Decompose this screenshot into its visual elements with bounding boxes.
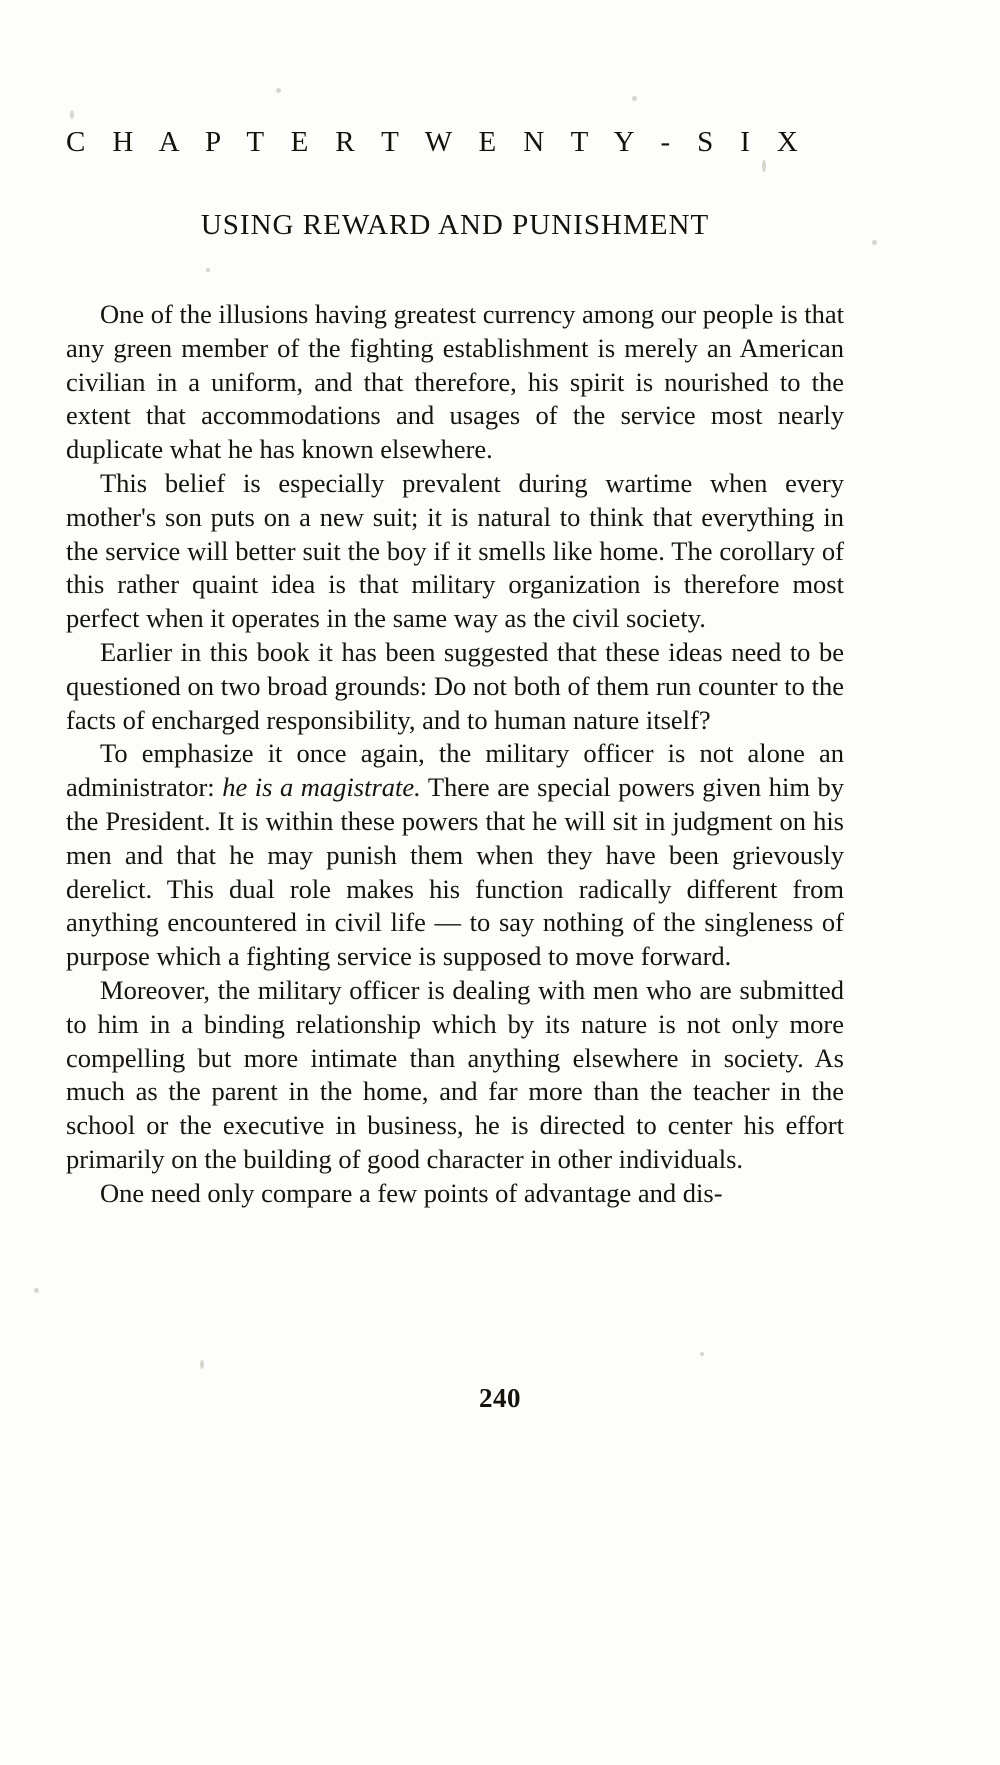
paragraph-text-after-italic: There are special powers given him by the President. It is within these powers that he will sit in judgment on his men and that he may punish them when they have been grievously derelict. This dual role makes his function radically different from anything encountered in civil life — to say nothing of the singleness of purpose which a fighting service is supposed to move forward.: [66, 772, 844, 972]
paragraph: [66, 737, 844, 974]
paragraph: One of the illusions having greatest currency among our people is that any green member of the fighting establishment is merely an American civilian in a uniform, and that therefore, his spirit is nourished to the extent that accommodations and usages of the service most nearly duplicate what he has known elsewhere.: [66, 299, 845, 465]
page-number: 240: [478, 1383, 522, 1413]
scan-speck: [200, 1360, 204, 1369]
paragraph-italic-phrase: he is a magistrate.: [222, 772, 421, 803]
paragraph-text-before-italic: To emphasize it once again, the military officer is not alone an administrator:: [66, 738, 844, 803]
chapter-label: C H A P T E R T W E N T Y - S I X: [66, 126, 808, 158]
paragraph: One need only compare a few points of advantage and dis-: [100, 1177, 723, 1208]
paragraph: Earlier in this book it has been suggested that these ideas need to be questioned on two broad grounds: Do not both of them run counter to the facts of encharged responsibility, and to human nature itself?: [66, 636, 844, 735]
body-text: [66, 298, 844, 1211]
chapter-title: USING REWARD AND PUNISHMENT: [200, 209, 710, 241]
paragraph: Moreover, the military officer is dealing with men who are submitted to him in a binding relationship which by its nature is not only more compelling but more intimate than anything elsewhere in society. As much as the parent in the home, and far more than the teacher in the school or the executive in business, he is directed to center his effort primarily on the building of good character in other individuals.: [66, 974, 844, 1174]
scan-speck: [872, 240, 877, 245]
paragraph: This belief is especially prevalent during wartime when every mother's son puts on a new suit; it is natural to think that everything in the service will better suit the boy if it smells like home. The corollary of this rather quaint idea is that military organization is therefore most perfect when it operates in the same way as the civil society.: [66, 467, 844, 634]
scan-speck: [34, 1288, 39, 1293]
scan-speck: [700, 1352, 704, 1356]
page-content: [66, 0, 844, 1211]
